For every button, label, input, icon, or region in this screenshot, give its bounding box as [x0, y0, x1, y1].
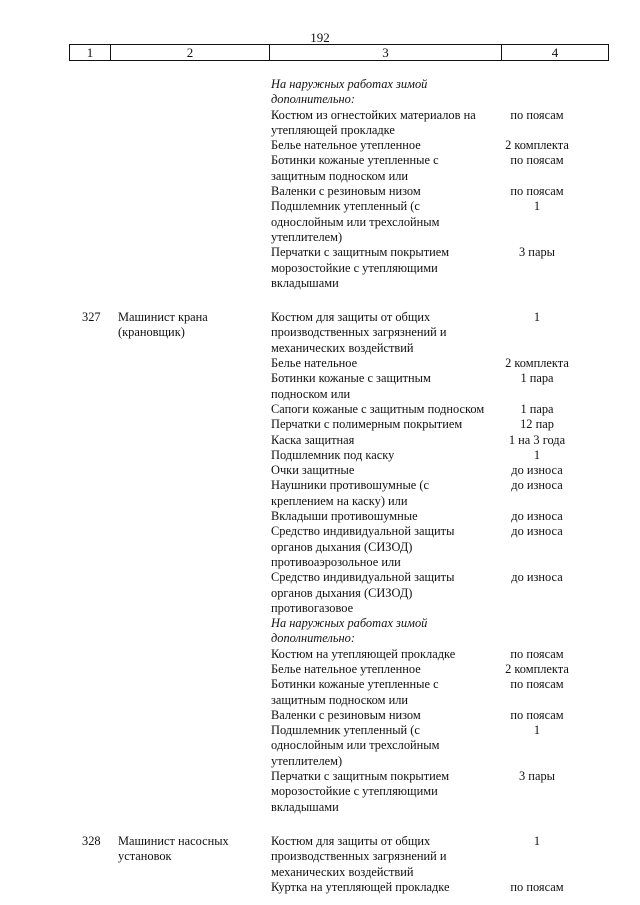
ppe-item-row	[271, 184, 611, 199]
ppe-item-list	[271, 834, 611, 895]
ppe-item-name-line: Перчатки с защитным покрытием	[271, 769, 450, 784]
ppe-item-name	[271, 417, 503, 432]
ppe-item-name-line: органов дыхания (СИЗОД)	[271, 539, 413, 554]
ppe-item-name	[271, 184, 503, 199]
ppe-item-name-line: подноском или	[271, 386, 351, 401]
ppe-item-row	[271, 356, 611, 371]
ppe-item-name-line: защитным подноском или	[271, 168, 409, 183]
ppe-item-quantity: 1 на 3 года	[508, 432, 566, 447]
ppe-item-name-line: Костюм для защиты от общих	[271, 833, 431, 848]
ppe-item-name-line: На наружных работах зимой	[271, 616, 428, 631]
ppe-item-name-line: Очки защитные	[271, 463, 355, 478]
ppe-item-name-line: Ботинки кожаные утепленные с	[271, 153, 439, 168]
ppe-item-name-line: Средство индивидуальной защиты	[271, 570, 455, 585]
profession-line: Машинист насосных	[118, 833, 229, 848]
ppe-item-quantity: 1	[533, 310, 541, 325]
ppe-item-quantity: по поясам	[510, 677, 564, 692]
ppe-item-name-line: защитным подноском или	[271, 692, 409, 707]
ppe-item-name	[271, 708, 503, 723]
ppe-item-name-line: противоаэрозольное или	[271, 554, 401, 569]
ppe-item-name-line: морозостойкие с утепляющими	[271, 784, 438, 799]
ppe-item-name-line: Белье нательное	[271, 356, 358, 371]
ppe-item-name	[271, 433, 503, 448]
ppe-item-name-line: креплением на каску) или	[271, 493, 408, 508]
ppe-item-name	[271, 77, 503, 108]
ppe-item-quantity: 2 комплекта	[505, 356, 569, 371]
ppe-item-name-line: Ботинки кожаные с защитным	[271, 371, 431, 386]
ppe-item-name-line: Вкладыши противошумные	[271, 509, 418, 524]
ppe-item-quantity: 1	[533, 199, 541, 214]
entry-number: 327	[82, 310, 101, 325]
ppe-item-name-line: морозостойкие с утепляющими	[271, 260, 438, 275]
table-entry	[0, 834, 640, 895]
ppe-item-row	[271, 199, 611, 245]
ppe-item-name	[271, 310, 503, 356]
section-subheading	[271, 77, 611, 108]
ppe-item-name-line: Белье нательное утепленное	[271, 138, 421, 153]
ppe-item-name	[271, 723, 503, 769]
ppe-item-name-line: Каска защитная	[271, 432, 355, 447]
ppe-item-row	[271, 371, 611, 402]
ppe-item-name	[271, 371, 503, 402]
ppe-item-name-line: утепляющей прокладке	[271, 122, 395, 137]
ppe-item-name-line: органов дыхания (СИЗОД)	[271, 585, 413, 600]
ppe-item-quantity: по поясам	[510, 707, 564, 722]
ppe-item-quantity	[503, 616, 611, 647]
table-entry	[0, 310, 640, 815]
ppe-item-name	[271, 356, 503, 371]
ppe-item-row	[271, 153, 611, 184]
ppe-item-name	[271, 880, 503, 895]
column-header-2: 2	[111, 45, 270, 60]
ppe-item-name-line: Костюм для защиты от общих	[271, 310, 431, 325]
ppe-item-quantity: 1 пара	[520, 371, 554, 386]
ppe-item-quantity: 1	[533, 723, 541, 738]
ppe-item-quantity: 12 пар	[520, 417, 554, 432]
ppe-item-row	[271, 677, 611, 708]
ppe-item-row	[271, 880, 611, 895]
ppe-item-row	[271, 402, 611, 417]
ppe-item-name-line: Валенки с резиновым низом	[271, 184, 421, 199]
ppe-item-quantity: 1	[533, 447, 541, 462]
ppe-item-name-line: однослойным или трехслойным	[271, 738, 440, 753]
ppe-item-name-line: Перчатки с защитным покрытием	[271, 245, 450, 260]
ppe-item-name	[271, 647, 503, 662]
ppe-item-quantity: по поясам	[510, 184, 564, 199]
ppe-item-row	[271, 417, 611, 432]
ppe-item-quantity: 1 пара	[520, 401, 554, 416]
ppe-item-name-line: Белье нательное утепленное	[271, 661, 421, 676]
ppe-item-row	[271, 570, 611, 616]
entry-spacer	[0, 815, 640, 834]
ppe-item-name-line: Костюм из огнестойких материалов на	[271, 107, 476, 122]
ppe-item-name-line: механических воздействий	[271, 340, 414, 355]
ppe-item-quantity: по поясам	[510, 107, 564, 122]
ppe-item-name-line: Костюм на утепляющей прокладке	[271, 646, 456, 661]
entry-number: 328	[82, 833, 101, 848]
ppe-item-name-line: утеплителем)	[271, 229, 343, 244]
ppe-item-name-line: механических воздействий	[271, 864, 414, 879]
ppe-item-quantity: до износа	[511, 509, 563, 524]
ppe-item-row	[271, 662, 611, 677]
ppe-item-name	[271, 402, 503, 417]
ppe-item-name-line: противогазовое	[271, 600, 354, 615]
ppe-item-name-line: вкладышами	[271, 799, 339, 814]
ppe-item-quantity: 2 комплекта	[505, 661, 569, 676]
ppe-item-name-line: производственных загрязнений и	[271, 325, 447, 340]
profession-line: (крановщик)	[118, 325, 185, 340]
ppe-item-quantity: до износа	[511, 478, 563, 493]
ppe-item-quantity: по поясам	[510, 879, 564, 894]
profession-line: установок	[118, 849, 172, 864]
ppe-item-name-line: Валенки с резиновым низом	[271, 707, 421, 722]
ppe-item-row	[271, 448, 611, 463]
ppe-item-row	[271, 509, 611, 524]
ppe-item-name-line: дополнительно:	[271, 92, 355, 107]
column-header-4: 4	[551, 45, 559, 60]
ppe-item-name-line: дополнительно:	[271, 631, 355, 646]
ppe-item-quantity: по поясам	[510, 646, 564, 661]
ppe-item-name	[271, 448, 503, 463]
ppe-item-name	[271, 463, 503, 478]
ppe-item-name	[271, 677, 503, 708]
column-header-3: 3	[270, 45, 502, 60]
ppe-item-name-line: Подшлемник утепленный (с	[271, 723, 420, 738]
column-header-row	[69, 44, 609, 61]
ppe-item-quantity: 3 пары	[519, 769, 555, 784]
ppe-item-name-line: Наушники противошумные (с	[271, 478, 430, 493]
ppe-item-row	[271, 708, 611, 723]
ppe-item-name	[271, 769, 503, 815]
ppe-item-row	[271, 138, 611, 153]
ppe-item-row	[271, 647, 611, 662]
ppe-item-name	[271, 138, 503, 153]
ppe-item-name-line: Куртка на утепляющей прокладке	[271, 879, 450, 894]
ppe-item-name-line: производственных загрязнений и	[271, 849, 447, 864]
ppe-item-quantity: 1	[533, 833, 541, 848]
ppe-item-quantity: 3 пары	[519, 245, 555, 260]
ppe-item-row	[271, 834, 611, 880]
ppe-item-row	[271, 108, 611, 139]
ppe-item-quantity	[503, 77, 611, 108]
ppe-item-name	[271, 570, 503, 616]
ppe-item-row	[271, 769, 611, 815]
ppe-item-list	[271, 77, 611, 291]
ppe-item-quantity: до износа	[511, 463, 563, 478]
ppe-item-name-line: Средство индивидуальной защиты	[271, 524, 455, 539]
section-subheading	[271, 616, 611, 647]
norms-table-body	[0, 77, 640, 895]
entry-spacer	[0, 291, 640, 310]
ppe-item-name	[271, 524, 503, 570]
ppe-item-name	[271, 245, 503, 291]
column-header-1: 1	[70, 45, 111, 60]
ppe-item-name-line: Сапоги кожаные с защитным подноском	[271, 401, 485, 416]
page-number: 192	[310, 30, 330, 45]
ppe-item-row	[271, 310, 611, 356]
ppe-item-name-line: Подшлемник под каску	[271, 447, 395, 462]
ppe-item-name-line: На наружных работах зимой	[271, 77, 428, 91]
ppe-item-row	[271, 433, 611, 448]
ppe-item-quantity: до износа	[511, 524, 563, 539]
ppe-item-row	[271, 723, 611, 769]
ppe-item-name-line: Ботинки кожаные утепленные с	[271, 677, 439, 692]
ppe-item-name-line: Перчатки с полимерным покрытием	[271, 417, 463, 432]
ppe-item-name	[271, 108, 503, 139]
ppe-item-name	[271, 509, 503, 524]
ppe-item-row	[271, 524, 611, 570]
ppe-item-list	[271, 310, 611, 815]
ppe-item-name	[271, 616, 503, 647]
ppe-item-name	[271, 662, 503, 677]
ppe-item-name-line: Подшлемник утепленный (с	[271, 199, 420, 214]
ppe-item-name-line: утеплителем)	[271, 753, 343, 768]
ppe-item-quantity: по поясам	[510, 153, 564, 168]
ppe-item-name	[271, 478, 503, 509]
ppe-item-name	[271, 834, 503, 880]
ppe-item-row	[271, 478, 611, 509]
profession-name	[118, 310, 263, 341]
ppe-item-name-line: однослойным или трехслойным	[271, 214, 440, 229]
table-entry	[0, 77, 640, 291]
ppe-item-row	[271, 245, 611, 291]
ppe-item-name	[271, 199, 503, 245]
ppe-item-quantity: до износа	[511, 570, 563, 585]
ppe-item-name	[271, 153, 503, 184]
ppe-item-name-line: вкладышами	[271, 275, 339, 290]
profession-line: Машинист крана	[118, 310, 208, 325]
ppe-item-row	[271, 463, 611, 478]
ppe-item-quantity: 2 комплекта	[505, 138, 569, 153]
profession-name	[118, 834, 263, 865]
